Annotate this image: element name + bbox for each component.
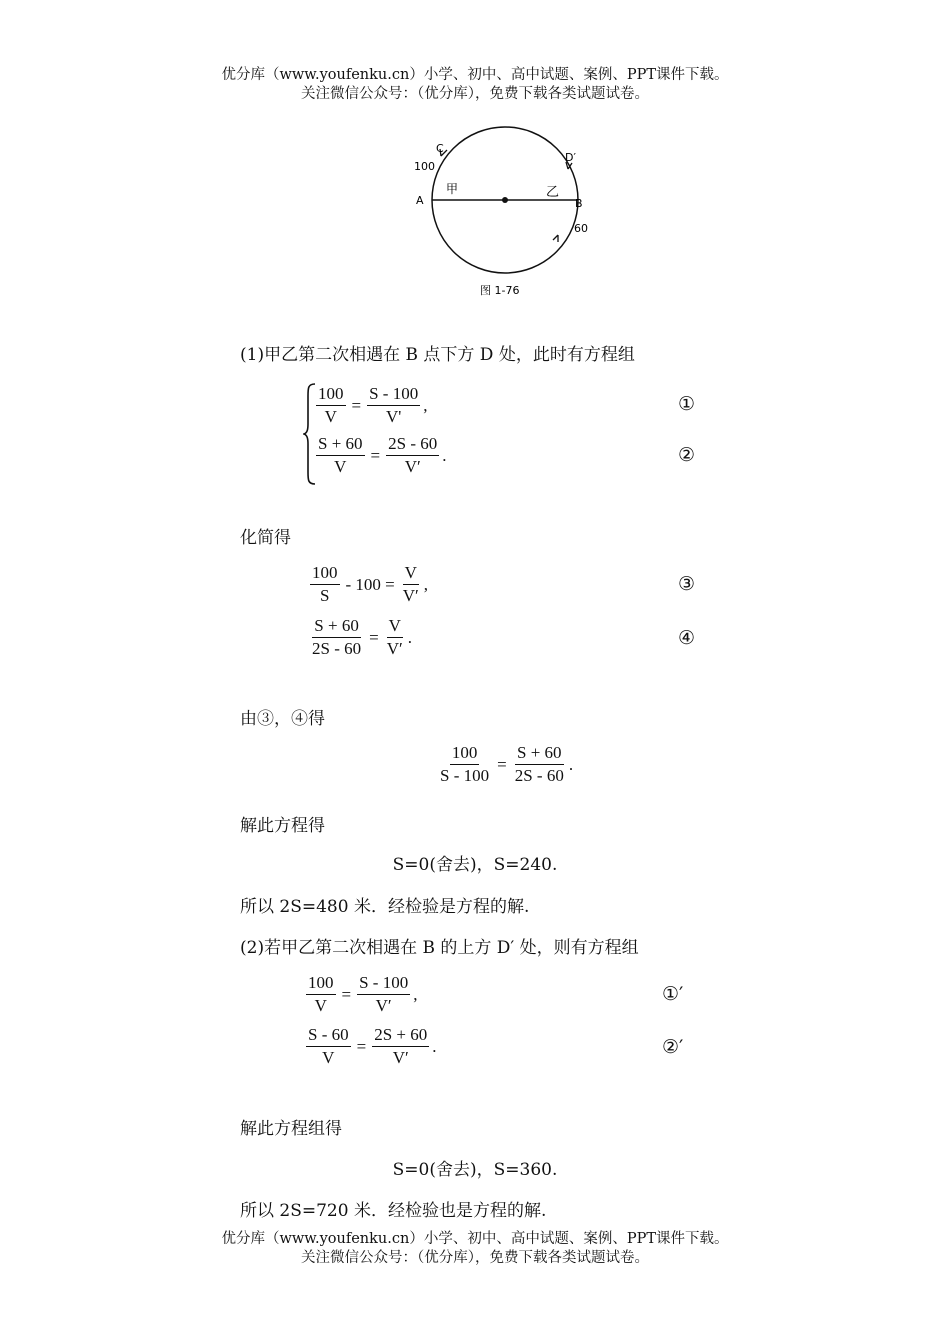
p1e5-num2: S + 60 (515, 743, 564, 765)
p1e2-num1: S + 60 (316, 434, 365, 456)
label-yi: 乙 (546, 185, 560, 200)
p1e4-num1: S + 60 (312, 616, 361, 638)
solution-2: S=0(舍去)，S=360. (392, 1160, 558, 1180)
solve-label-2: 解此方程组得 (240, 1119, 342, 1139)
p2e2-den2: V′ (392, 1048, 409, 1067)
figure-caption: 图 1-76 (480, 284, 520, 297)
p2e1-tag: ①′ (662, 983, 684, 1005)
part1-equation-2 (313, 434, 447, 477)
p1e4-num2: V (387, 616, 403, 638)
p1e3-den1: S (320, 586, 330, 605)
solution-1: S=0(舍去)，S=240. (392, 855, 558, 875)
p1e3-num1: 100 (310, 563, 340, 585)
p1e3-tail: , (423, 574, 428, 594)
footer-line-1: 优分库（www.youfenku.cn）小学、初中、高中试题、案例、PPT课件下载。 (221, 1231, 729, 1247)
p1e2-equals: = (370, 445, 381, 465)
part1-equation-1 (313, 384, 427, 427)
part2-equation-1 (303, 973, 417, 1016)
label-60: 60 (574, 222, 588, 235)
part1-equation-3 (307, 563, 428, 606)
part1-intro: (1)甲乙第二次相遇在 B 点下方 D 处，此时有方程组 (240, 345, 635, 365)
header-line-1: 优分库（www.youfenku.cn）小学、初中、高中试题、案例、PPT课件下载。 (221, 67, 729, 83)
p2e1-tail: , (413, 984, 418, 1004)
p1e2-tail: . (442, 445, 447, 465)
arrow-b-icon (553, 235, 558, 242)
center-dot (502, 197, 508, 203)
part2-equation-2 (303, 1025, 437, 1068)
p1e1-den2: V' (385, 407, 402, 426)
p1e2-den1: V (334, 457, 347, 476)
p1e5-den1: S - 100 (440, 766, 490, 785)
part1-equation-5 (435, 743, 573, 786)
p1e4-den1: 2S - 60 (312, 639, 362, 658)
p2e1-den2: V′ (375, 996, 392, 1015)
p1e5-num1: 100 (450, 743, 480, 765)
conclusion-1: 所以 2S=480 米．经检验是方程的解. (240, 897, 530, 917)
p1e1-num1: 100 (316, 384, 346, 406)
p1e5-equals: = (497, 754, 507, 774)
p1e3-tag: ③ (678, 573, 696, 595)
p1e4-den2: V′ (386, 639, 403, 658)
label-jia: 甲 (446, 182, 459, 196)
p1e5-tail: . (568, 754, 574, 774)
p2e1-equals: = (341, 984, 352, 1004)
label-a: A (416, 194, 424, 207)
p1e1-equals: = (351, 395, 362, 415)
p2e1-den1: V (314, 996, 327, 1015)
conclusion-2: 所以 2S=720 米．经检验也是方程的解. (240, 1201, 547, 1221)
p1e1-tail: , (423, 395, 428, 415)
p2e1-num1: 100 (306, 973, 336, 995)
part1-equation-4 (307, 616, 412, 659)
p1e4-equals: = (369, 627, 379, 647)
label-b: B (575, 197, 583, 210)
label-d-prime: D′ (565, 151, 576, 164)
solve-label-1: 解此方程得 (240, 816, 325, 836)
p1e2-den2: V′ (404, 457, 421, 476)
p2e2-tail: . (432, 1036, 437, 1056)
p1e4-tail: . (407, 627, 412, 647)
p1e2-num2: 2S - 60 (386, 434, 439, 456)
circle-track-figure (400, 122, 600, 307)
p1e3-num2: V (403, 563, 419, 585)
header-line-2: 关注微信公众号：（优分库），免费下载各类试题试卷。 (301, 86, 649, 102)
p1e5-den2: 2S - 60 (514, 766, 564, 785)
p2e1-num2: S - 100 (357, 973, 410, 995)
p2e2-den1: V (322, 1048, 335, 1067)
p2e2-tag: ②′ (662, 1036, 684, 1058)
p1e1-tag: ① (678, 393, 696, 415)
p2e2-num1: S - 60 (306, 1025, 351, 1047)
label-c: C (436, 142, 444, 155)
p1e4-tag: ④ (678, 627, 696, 649)
part2-intro: (2)若甲乙第二次相遇在 B 的上方 D′ 处，则有方程组 (240, 938, 639, 958)
p1e1-den1: V (324, 407, 337, 426)
label-100: 100 (414, 160, 435, 173)
p1e3-den2: V′ (402, 586, 419, 605)
p1e2-tag: ② (678, 444, 696, 466)
p1e1-num2: S - 100 (367, 384, 420, 406)
p2e2-num2: 2S + 60 (372, 1025, 429, 1047)
p1e3-mid: - 100 = (345, 574, 395, 594)
footer-line-2: 关注微信公众号：（优分库），免费下载各类试题试卷。 (301, 1250, 649, 1266)
from-label: 由③，④得 (240, 709, 325, 729)
simplify-label: 化简得 (240, 528, 291, 548)
p2e2-equals: = (356, 1036, 367, 1056)
